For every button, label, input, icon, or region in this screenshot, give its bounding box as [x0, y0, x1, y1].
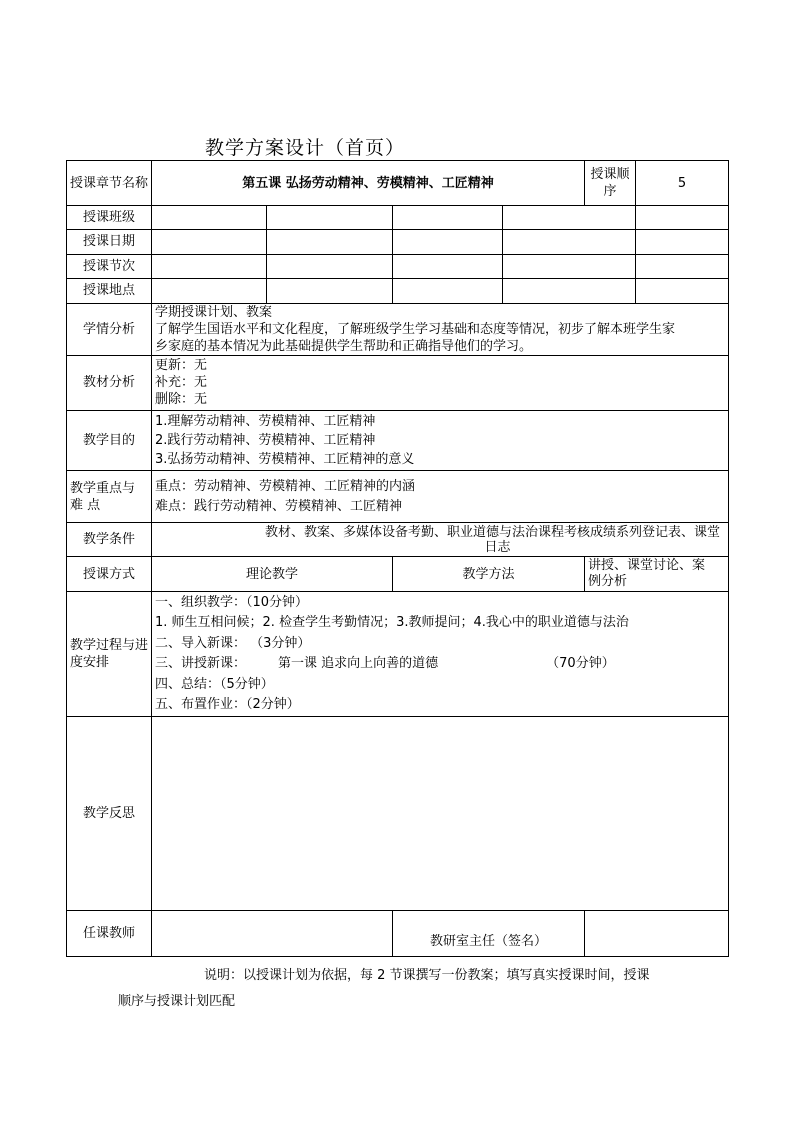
row-period: [67, 254, 729, 278]
row-reflection: [67, 717, 729, 910]
student-analysis-line: 学期授课计划、教案: [155, 305, 273, 321]
row-conditions: [67, 523, 729, 557]
label-lesson-order: 授课顺序: [585, 161, 636, 206]
process-line: 五、布置作业：（2分钟）: [155, 697, 300, 713]
row-process: [67, 591, 729, 717]
process-step-topic: 第一课 追求向上向善的道德: [278, 656, 439, 672]
material-analysis-line: 删除：无: [155, 392, 208, 408]
label-location: 授课地点: [67, 278, 152, 303]
student-analysis-line: 了解学生国语水平和文化程度，了解班级学生学习基础和态度等情况，初步了解本班学生家: [155, 322, 676, 338]
row-student-analysis: [67, 303, 729, 355]
objective-line: 2.践行劳动精神、劳模精神、工匠精神: [155, 432, 376, 448]
process-line: 四、总结：（5分钟）: [155, 676, 274, 692]
material-analysis-line: 更新：无: [155, 358, 208, 374]
label-teaching-method: 教学方法: [393, 557, 585, 591]
student-analysis-line: 乡家庭的基本情况为此基础提供学生帮助和正确指导他们的学习。: [155, 339, 533, 355]
label-reflection: 教学反思: [67, 717, 152, 910]
date-cell: [636, 230, 729, 254]
student-analysis-content: [152, 303, 729, 355]
teaching-mode-value: 理论教学: [152, 557, 393, 591]
objective-line: 1.理解劳动精神、劳模精神、工匠精神: [155, 413, 376, 429]
lesson-order-value: 5: [636, 161, 729, 206]
label-course-chapter: 授课章节名称: [67, 161, 152, 206]
label-director: 教研室主任（签名）: [393, 910, 585, 956]
date-cell: [503, 230, 636, 254]
label-conditions: 教学条件: [67, 523, 152, 557]
class-cell: [636, 206, 729, 230]
key-point-line: 难点：践行劳动精神、劳模精神、工匠精神: [155, 498, 403, 514]
row-objectives: [67, 410, 729, 470]
process-step-label: 三、讲授新课：: [155, 656, 247, 672]
label-teacher: 任课教师: [67, 910, 152, 956]
objective-line: 3.弘扬劳动精神、劳模精神、工匠精神的意义: [155, 451, 415, 467]
row-signatures: [67, 910, 729, 956]
conditions-line: 教材、教案、多媒体设备考勤、职业道德与法治课程考核成绩系列登记表、课堂: [265, 524, 721, 540]
teacher-signature-cell: [152, 910, 393, 956]
reflection-content: [152, 717, 729, 910]
location-cell: [393, 278, 503, 303]
row-date: [67, 230, 729, 254]
row-teaching-mode: [67, 557, 729, 591]
row-class: [67, 206, 729, 230]
process-content: [152, 591, 729, 717]
label-period: 授课节次: [67, 254, 152, 278]
teaching-method-value: [585, 557, 729, 591]
note-line-2: 顺序与授课计划匹配: [118, 994, 236, 1009]
label-student-analysis: 学情分析: [67, 303, 152, 355]
process-step-duration: （70分钟）: [546, 656, 615, 672]
class-cell: [267, 206, 393, 230]
date-cell: [152, 230, 267, 254]
class-cell: [152, 206, 267, 230]
key-points-content: [152, 470, 729, 522]
conditions-line: 日志: [484, 539, 511, 555]
page-title: 教学方案设计（首页）: [204, 137, 405, 159]
course-subject: 第五课 弘扬劳动精神、劳模精神、工匠精神: [152, 161, 585, 206]
objectives-content: [152, 410, 729, 470]
method-line: 讲授、课堂讨论、案: [588, 558, 706, 574]
label-objectives: 教学目的: [67, 410, 152, 470]
key-point-line: 重点：劳动精神、劳模精神、工匠精神的内涵: [155, 478, 416, 494]
location-cell: [636, 278, 729, 303]
process-line: 二、导入新课： （3分钟）: [155, 635, 311, 651]
label-class: 授课班级: [67, 206, 152, 230]
date-cell: [393, 230, 503, 254]
material-analysis-line: 补充：无: [155, 375, 208, 391]
period-cell: [152, 254, 267, 278]
row-course-chapter: [67, 161, 729, 206]
date-cell: [267, 230, 393, 254]
process-line: 1. 师生互相问候；2. 检查学生考勤情况；3.教师提问；4.我心中的职业道德与法治: [155, 615, 629, 631]
method-line: 例分析: [588, 574, 628, 590]
note-line-1: 说明：以授课计划为依据，每 2 节课撰写一份教案；填写真实授课时间，授课: [204, 968, 650, 983]
period-cell: [503, 254, 636, 278]
period-cell: [636, 254, 729, 278]
label-process: 教学过程与进度安排: [67, 591, 152, 717]
label-teaching-mode: 授课方式: [67, 557, 152, 591]
material-analysis-content: [152, 356, 729, 410]
row-material-analysis: [67, 356, 729, 410]
location-cell: [152, 278, 267, 303]
location-cell: [267, 278, 393, 303]
label-key-points: 教学重点与 难 点: [67, 470, 152, 522]
process-line: [155, 654, 725, 675]
label-date: 授课日期: [67, 230, 152, 254]
class-cell: [393, 206, 503, 230]
row-location: [67, 278, 729, 303]
lesson-plan-table: [66, 160, 729, 957]
conditions-content: [152, 523, 729, 557]
period-cell: [393, 254, 503, 278]
location-cell: [503, 278, 636, 303]
row-key-points: [67, 470, 729, 522]
class-cell: [503, 206, 636, 230]
label-material-analysis: 教材分析: [67, 356, 152, 410]
process-line: 一、组织教学：（10分钟）: [155, 594, 309, 610]
director-signature-cell: [585, 910, 729, 956]
period-cell: [267, 254, 393, 278]
